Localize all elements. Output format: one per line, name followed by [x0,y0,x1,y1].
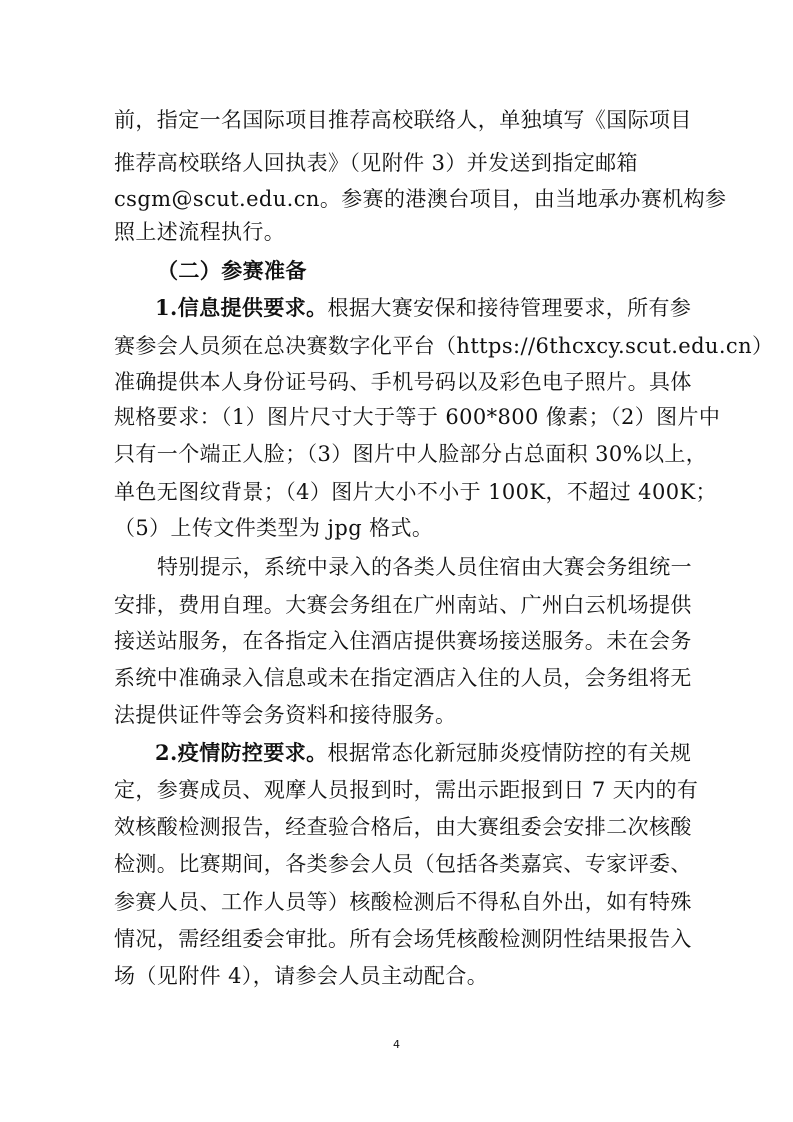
paragraph-line: 场（见附件 4），请参会人员主动配合。 [114,964,489,988]
paragraph-line: 只有一个端正人脸；（3）图片中人脸部分占总面积 30%以上， [114,442,708,466]
item-label: 2.疫情防控要求。 [155,740,328,765]
paragraph-line [0,295,793,321]
paragraph-line: 效核酸检测报告，经查验合格后，由大赛组委会安排二次核酸 [114,815,692,839]
paragraph-text: 根据常态化新冠肺炎疫情防控的有关规 [327,741,692,765]
paragraph-line: 法提供证件等会务资料和接待服务。 [114,703,457,727]
paragraph-line: 检测。比赛期间，各类参会人员（包括各类嘉宾、专家评委、 [114,852,692,876]
paragraph-line: 单色无图纹背景；（4）图片大小不小于 100K，不超过 400K； [114,480,717,504]
paragraph-text: 根据大赛安保和接待管理要求，所有参 [327,296,692,320]
paragraph-line: 参赛人员、工作人员等）核酸检测后不得私自外出，如有特殊 [114,890,692,914]
paragraph-line: （5）上传文件类型为 jpg 格式。 [114,516,434,540]
paragraph-line [0,740,793,766]
page-number: 4 [393,1038,400,1051]
paragraph-line: 前，指定一名国际项目推荐高校联络人，单独填写《国际项目 [114,108,692,132]
paragraph-line: 赛参会人员须在总决赛数字化平台（https://6thcxcy.scut.edu.cn） [114,334,774,358]
paragraph-line: 定，参赛成员、观摩人员报到时，需出示距报到日 7 天内的有 [114,778,699,802]
section-heading: （二）参赛准备 [157,258,307,283]
paragraph-line: 接送站服务，在各指定入住酒店提供赛场接送服务。未在会务 [114,629,692,653]
paragraph-line: 准确提供本人身份证号码、手机号码以及彩色电子照片。具体 [114,370,692,394]
paragraph-line: 情况，需经组委会审批。所有会场凭核酸检测阴性结果报告入 [114,927,692,951]
paragraph-line: csgm@scut.edu.cn。参赛的港澳台项目，由当地承办赛机构参 [114,187,727,211]
paragraph-line: 规格要求：（1）图片尺寸大于等于 600*800 像素；（2）图片中 [114,405,721,429]
paragraph-line: 特别提示，系统中录入的各类人员住宿由大赛会务组统一 [157,555,692,579]
paragraph-line: 推荐高校联络人回执表》（见附件 3）并发送到指定邮箱 [114,151,638,175]
paragraph-line: 照上述流程执行。 [114,220,286,244]
paragraph-line: 系统中准确录入信息或未在指定酒店入住的人员，会务组将无 [114,666,692,690]
item-label: 1.信息提供要求。 [155,295,328,320]
paragraph-line: 安排，费用自理。大赛会务组在广州南站、广州白云机场提供 [114,593,692,617]
